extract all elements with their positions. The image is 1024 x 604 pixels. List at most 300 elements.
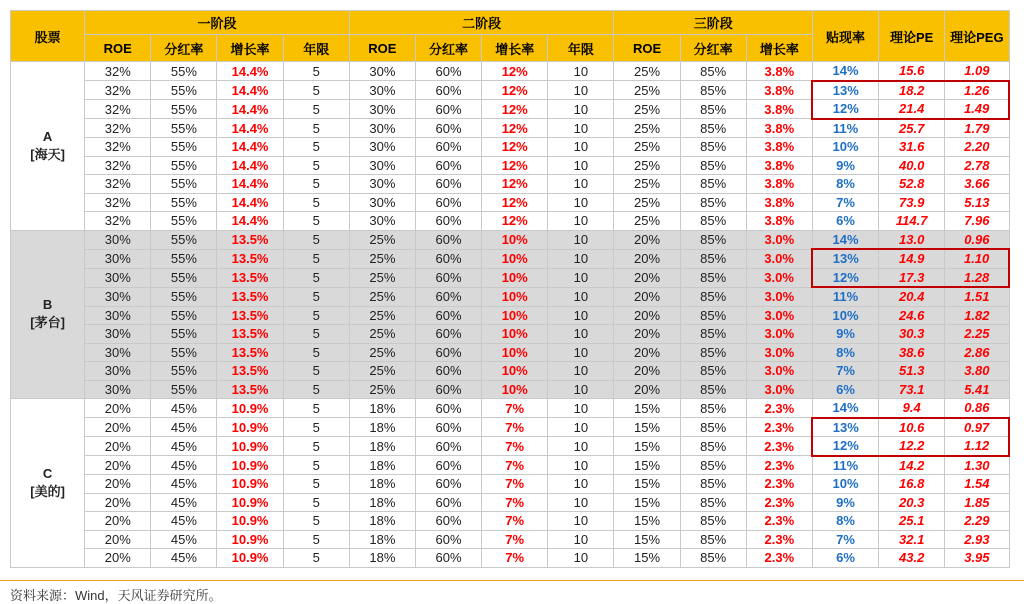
- s3-payout-cell: 85%: [680, 475, 746, 494]
- s3-roe-cell: 15%: [614, 493, 680, 512]
- s1-roe-cell: 32%: [85, 81, 151, 100]
- s1-payout-cell: 55%: [151, 249, 217, 268]
- s1-roe-cell: 32%: [85, 212, 151, 231]
- s3-growth-cell: 3.8%: [746, 175, 812, 194]
- s3-roe-cell: 15%: [614, 456, 680, 475]
- s3-roe-cell: 20%: [614, 230, 680, 249]
- s1-growth-cell: 14.4%: [217, 175, 283, 194]
- s3-growth-cell: 2.3%: [746, 437, 812, 456]
- s3-payout-cell: 85%: [680, 193, 746, 212]
- s2-growth-cell: 7%: [482, 418, 548, 437]
- s2-payout-cell: 60%: [415, 62, 481, 81]
- stock-letter: B: [42, 297, 53, 313]
- s2-years-cell: 10: [548, 212, 614, 231]
- s2-payout-cell: 60%: [415, 512, 481, 531]
- s3-growth-cell: 3.0%: [746, 268, 812, 287]
- s1-growth-cell: 10.9%: [217, 437, 283, 456]
- s1-years-cell: 5: [283, 100, 349, 119]
- s2-payout-cell: 60%: [415, 138, 481, 157]
- table-row: [11, 156, 1010, 175]
- s1-payout-cell: 55%: [151, 138, 217, 157]
- s2-roe-cell: 18%: [349, 456, 415, 475]
- theoretical-pe-cell: 14.9: [879, 249, 945, 268]
- s2-growth-cell: 7%: [482, 512, 548, 531]
- s1-growth-cell: 13.5%: [217, 362, 283, 381]
- discount-rate-cell: 6%: [812, 380, 878, 399]
- s2-growth-cell: 10%: [482, 306, 548, 325]
- header-theoretical-peg: 理论PEG: [945, 11, 1009, 62]
- s2-years-cell: 10: [548, 362, 614, 381]
- theoretical-pe-cell: 52.8: [879, 175, 945, 194]
- stock-label: [11, 62, 85, 231]
- s2-roe-cell: 30%: [349, 156, 415, 175]
- discount-rate-cell: 14%: [812, 62, 878, 81]
- s2-payout-cell: 60%: [415, 475, 481, 494]
- s1-payout-cell: 45%: [151, 399, 217, 418]
- theoretical-pe-cell: 43.2: [879, 549, 945, 568]
- s1-roe-cell: 20%: [85, 475, 151, 494]
- s3-payout-cell: 85%: [680, 380, 746, 399]
- discount-rate-cell: 13%: [812, 81, 878, 100]
- table-row: [11, 81, 1010, 100]
- s1-roe-cell: 32%: [85, 156, 151, 175]
- theoretical-pe-cell: 51.3: [879, 362, 945, 381]
- s3-growth-cell: 2.3%: [746, 530, 812, 549]
- discount-rate-cell: 13%: [812, 418, 878, 437]
- s2-payout-cell: 60%: [415, 81, 481, 100]
- s3-payout-cell: 85%: [680, 62, 746, 81]
- s1-roe-cell: 20%: [85, 418, 151, 437]
- s1-growth-cell: 10.9%: [217, 512, 283, 531]
- theoretical-peg-cell: 1.49: [945, 100, 1009, 119]
- discount-rate-cell: 10%: [812, 138, 878, 157]
- s2-roe-cell: 25%: [349, 230, 415, 249]
- s1-growth-cell: 10.9%: [217, 418, 283, 437]
- s1-payout-cell: 55%: [151, 306, 217, 325]
- s2-years-cell: 10: [548, 325, 614, 344]
- discount-rate-cell: 8%: [812, 343, 878, 362]
- discount-rate-cell: 11%: [812, 287, 878, 306]
- theoretical-pe-cell: 38.6: [879, 343, 945, 362]
- s1-years-cell: 5: [283, 268, 349, 287]
- s2-roe-cell: 18%: [349, 437, 415, 456]
- s3-payout-cell: 85%: [680, 493, 746, 512]
- s1-payout-cell: 45%: [151, 512, 217, 531]
- s2-roe-cell: 18%: [349, 475, 415, 494]
- discount-rate-cell: 11%: [812, 456, 878, 475]
- theoretical-peg-cell: 1.28: [945, 268, 1009, 287]
- s1-roe-cell: 30%: [85, 268, 151, 287]
- s1-roe-cell: 30%: [85, 306, 151, 325]
- s2-growth-cell: 7%: [482, 456, 548, 475]
- theoretical-peg-cell: 3.95: [945, 549, 1009, 568]
- s3-payout-cell: 85%: [680, 156, 746, 175]
- stock-letter: C: [42, 465, 53, 481]
- header-s2-growth: 增长率: [482, 35, 548, 62]
- s1-payout-cell: 55%: [151, 62, 217, 81]
- s2-years-cell: 10: [548, 138, 614, 157]
- s3-roe-cell: 20%: [614, 343, 680, 362]
- table-row: [11, 100, 1010, 119]
- s2-growth-cell: 10%: [482, 268, 548, 287]
- discount-rate-cell: 9%: [812, 325, 878, 344]
- s1-roe-cell: 32%: [85, 175, 151, 194]
- s3-payout-cell: 85%: [680, 306, 746, 325]
- s2-roe-cell: 30%: [349, 119, 415, 138]
- s1-years-cell: 5: [283, 175, 349, 194]
- theoretical-peg-cell: 0.86: [945, 399, 1009, 418]
- s1-growth-cell: 13.5%: [217, 343, 283, 362]
- s3-payout-cell: 85%: [680, 287, 746, 306]
- s2-years-cell: 10: [548, 418, 614, 437]
- s2-growth-cell: 10%: [482, 249, 548, 268]
- s1-years-cell: 5: [283, 193, 349, 212]
- s3-growth-cell: 3.0%: [746, 380, 812, 399]
- discount-rate-cell: 6%: [812, 549, 878, 568]
- s2-payout-cell: 60%: [415, 549, 481, 568]
- s2-roe-cell: 30%: [349, 175, 415, 194]
- s3-payout-cell: 85%: [680, 437, 746, 456]
- theoretical-peg-cell: 5.13: [945, 193, 1009, 212]
- theoretical-pe-cell: 24.6: [879, 306, 945, 325]
- s1-payout-cell: 45%: [151, 475, 217, 494]
- table-row: [11, 530, 1010, 549]
- s1-growth-cell: 14.4%: [217, 156, 283, 175]
- s2-payout-cell: 60%: [415, 175, 481, 194]
- s2-roe-cell: 25%: [349, 287, 415, 306]
- s2-roe-cell: 18%: [349, 418, 415, 437]
- s3-payout-cell: 85%: [680, 249, 746, 268]
- stock-letter: A: [42, 128, 53, 144]
- s1-years-cell: 5: [283, 475, 349, 494]
- discount-rate-cell: 10%: [812, 475, 878, 494]
- source-note: 资料来源：Wind，天风证券研究所。: [10, 588, 222, 603]
- s2-growth-cell: 12%: [482, 100, 548, 119]
- s1-growth-cell: 13.5%: [217, 249, 283, 268]
- s2-years-cell: 10: [548, 530, 614, 549]
- s2-roe-cell: 30%: [349, 81, 415, 100]
- s2-growth-cell: 10%: [482, 343, 548, 362]
- s2-years-cell: 10: [548, 81, 614, 100]
- discount-rate-cell: 6%: [812, 212, 878, 231]
- s1-years-cell: 5: [283, 62, 349, 81]
- s1-roe-cell: 20%: [85, 549, 151, 568]
- s1-roe-cell: 20%: [85, 456, 151, 475]
- s2-growth-cell: 12%: [482, 212, 548, 231]
- s3-growth-cell: 3.0%: [746, 362, 812, 381]
- s3-payout-cell: 85%: [680, 456, 746, 475]
- discount-rate-cell: 8%: [812, 175, 878, 194]
- s2-growth-cell: 10%: [482, 230, 548, 249]
- s3-payout-cell: 85%: [680, 399, 746, 418]
- s1-payout-cell: 55%: [151, 362, 217, 381]
- s1-payout-cell: 55%: [151, 380, 217, 399]
- s3-roe-cell: 25%: [614, 212, 680, 231]
- s1-growth-cell: 10.9%: [217, 493, 283, 512]
- s1-years-cell: 5: [283, 493, 349, 512]
- s3-growth-cell: 3.0%: [746, 306, 812, 325]
- theoretical-peg-cell: 1.09: [945, 62, 1009, 81]
- s1-years-cell: 5: [283, 418, 349, 437]
- s2-years-cell: 10: [548, 175, 614, 194]
- s1-growth-cell: 10.9%: [217, 475, 283, 494]
- s1-years-cell: 5: [283, 380, 349, 399]
- s2-payout-cell: 60%: [415, 437, 481, 456]
- theoretical-pe-cell: 9.4: [879, 399, 945, 418]
- discount-rate-cell: 8%: [812, 512, 878, 531]
- s2-roe-cell: 25%: [349, 380, 415, 399]
- s1-roe-cell: 32%: [85, 62, 151, 81]
- table-row: [11, 175, 1010, 194]
- s3-growth-cell: 3.0%: [746, 230, 812, 249]
- table-row: [11, 249, 1010, 268]
- s2-roe-cell: 30%: [349, 100, 415, 119]
- theoretical-pe-cell: 17.3: [879, 268, 945, 287]
- theoretical-peg-cell: 2.29: [945, 512, 1009, 531]
- s2-years-cell: 10: [548, 456, 614, 475]
- table-row: [11, 456, 1010, 475]
- theoretical-pe-cell: 73.1: [879, 380, 945, 399]
- s1-years-cell: 5: [283, 249, 349, 268]
- theoretical-pe-cell: 73.9: [879, 193, 945, 212]
- s1-years-cell: 5: [283, 362, 349, 381]
- s1-payout-cell: 55%: [151, 119, 217, 138]
- s3-growth-cell: 2.3%: [746, 399, 812, 418]
- s3-payout-cell: 85%: [680, 343, 746, 362]
- s1-roe-cell: 32%: [85, 138, 151, 157]
- theoretical-pe-cell: 13.0: [879, 230, 945, 249]
- s2-payout-cell: 60%: [415, 493, 481, 512]
- s1-years-cell: 5: [283, 138, 349, 157]
- theoretical-pe-cell: 25.7: [879, 119, 945, 138]
- s3-growth-cell: 3.8%: [746, 81, 812, 100]
- s3-roe-cell: 15%: [614, 512, 680, 531]
- s1-growth-cell: 14.4%: [217, 119, 283, 138]
- s1-growth-cell: 10.9%: [217, 456, 283, 475]
- s1-growth-cell: 14.4%: [217, 81, 283, 100]
- s1-roe-cell: 30%: [85, 287, 151, 306]
- s1-payout-cell: 55%: [151, 193, 217, 212]
- s3-growth-cell: 2.3%: [746, 512, 812, 531]
- theoretical-pe-cell: 40.0: [879, 156, 945, 175]
- theoretical-peg-cell: 1.26: [945, 81, 1009, 100]
- theoretical-peg-cell: 1.30: [945, 456, 1009, 475]
- s3-growth-cell: 3.0%: [746, 249, 812, 268]
- s2-payout-cell: 60%: [415, 362, 481, 381]
- s3-roe-cell: 20%: [614, 287, 680, 306]
- s2-years-cell: 10: [548, 119, 614, 138]
- s2-payout-cell: 60%: [415, 193, 481, 212]
- s1-years-cell: 5: [283, 549, 349, 568]
- s3-growth-cell: 2.3%: [746, 549, 812, 568]
- s3-roe-cell: 25%: [614, 193, 680, 212]
- discount-rate-cell: 7%: [812, 193, 878, 212]
- header-s2-payout: 分红率: [415, 35, 481, 62]
- s3-growth-cell: 2.3%: [746, 493, 812, 512]
- s2-roe-cell: 25%: [349, 306, 415, 325]
- s1-payout-cell: 55%: [151, 212, 217, 231]
- theoretical-peg-cell: 2.25: [945, 325, 1009, 344]
- s3-growth-cell: 3.0%: [746, 325, 812, 344]
- header-stock: 股票: [11, 11, 85, 62]
- table-row: [11, 138, 1010, 157]
- table-row: [11, 119, 1010, 138]
- s3-payout-cell: 85%: [680, 212, 746, 231]
- table-row: [11, 512, 1010, 531]
- s3-payout-cell: 85%: [680, 100, 746, 119]
- s1-growth-cell: 10.9%: [217, 549, 283, 568]
- s3-roe-cell: 20%: [614, 362, 680, 381]
- s2-growth-cell: 7%: [482, 475, 548, 494]
- s2-growth-cell: 12%: [482, 175, 548, 194]
- theoretical-pe-cell: 25.1: [879, 512, 945, 531]
- s1-payout-cell: 55%: [151, 175, 217, 194]
- s3-growth-cell: 3.0%: [746, 343, 812, 362]
- s2-roe-cell: 30%: [349, 212, 415, 231]
- s2-payout-cell: 60%: [415, 325, 481, 344]
- s2-growth-cell: 12%: [482, 138, 548, 157]
- s1-years-cell: 5: [283, 437, 349, 456]
- s2-payout-cell: 60%: [415, 530, 481, 549]
- s1-growth-cell: 14.4%: [217, 100, 283, 119]
- table-row: [11, 362, 1010, 381]
- s2-growth-cell: 12%: [482, 81, 548, 100]
- s3-roe-cell: 15%: [614, 418, 680, 437]
- s2-payout-cell: 60%: [415, 306, 481, 325]
- s2-years-cell: 10: [548, 249, 614, 268]
- s1-growth-cell: 14.4%: [217, 193, 283, 212]
- theoretical-peg-cell: 2.86: [945, 343, 1009, 362]
- s3-payout-cell: 85%: [680, 230, 746, 249]
- s3-growth-cell: 3.8%: [746, 100, 812, 119]
- s1-payout-cell: 55%: [151, 100, 217, 119]
- theoretical-pe-cell: 32.1: [879, 530, 945, 549]
- s1-growth-cell: 13.5%: [217, 380, 283, 399]
- s2-years-cell: 10: [548, 156, 614, 175]
- s1-payout-cell: 55%: [151, 230, 217, 249]
- valuation-table: [10, 10, 1010, 568]
- s3-payout-cell: 85%: [680, 325, 746, 344]
- s1-growth-cell: 13.5%: [217, 230, 283, 249]
- s1-years-cell: 5: [283, 399, 349, 418]
- s1-payout-cell: 55%: [151, 325, 217, 344]
- s1-years-cell: 5: [283, 306, 349, 325]
- discount-rate-cell: 14%: [812, 399, 878, 418]
- theoretical-pe-cell: 16.8: [879, 475, 945, 494]
- s2-roe-cell: 18%: [349, 512, 415, 531]
- stock-name: [海天]: [30, 146, 65, 162]
- s2-roe-cell: 18%: [349, 530, 415, 549]
- header-s1-roe: ROE: [85, 35, 151, 62]
- theoretical-pe-cell: 20.3: [879, 493, 945, 512]
- discount-rate-cell: 9%: [812, 493, 878, 512]
- table-row: [11, 549, 1010, 568]
- table-row: [11, 343, 1010, 362]
- discount-rate-cell: 10%: [812, 306, 878, 325]
- s2-growth-cell: 12%: [482, 156, 548, 175]
- valuation-table-container: [10, 10, 1010, 568]
- s2-growth-cell: 7%: [482, 437, 548, 456]
- s1-roe-cell: 20%: [85, 437, 151, 456]
- table-row: [11, 287, 1010, 306]
- s2-years-cell: 10: [548, 549, 614, 568]
- s3-roe-cell: 20%: [614, 249, 680, 268]
- table-row: [11, 306, 1010, 325]
- theoretical-pe-cell: 12.2: [879, 437, 945, 456]
- s3-payout-cell: 85%: [680, 549, 746, 568]
- s2-roe-cell: 30%: [349, 193, 415, 212]
- s1-growth-cell: 14.4%: [217, 138, 283, 157]
- s1-payout-cell: 45%: [151, 456, 217, 475]
- table-row: [11, 193, 1010, 212]
- s2-payout-cell: 60%: [415, 100, 481, 119]
- table-row: [11, 62, 1010, 81]
- s2-growth-cell: 7%: [482, 549, 548, 568]
- s1-roe-cell: 30%: [85, 362, 151, 381]
- s3-roe-cell: 25%: [614, 81, 680, 100]
- theoretical-peg-cell: 1.51: [945, 287, 1009, 306]
- s1-years-cell: 5: [283, 456, 349, 475]
- s3-roe-cell: 25%: [614, 62, 680, 81]
- s3-payout-cell: 85%: [680, 418, 746, 437]
- s2-roe-cell: 25%: [349, 362, 415, 381]
- s3-roe-cell: 20%: [614, 325, 680, 344]
- s1-payout-cell: 55%: [151, 287, 217, 306]
- theoretical-peg-cell: 0.96: [945, 230, 1009, 249]
- table-row: [11, 399, 1010, 418]
- footer-divider: [0, 580, 1024, 581]
- stock-name: [茅台]: [30, 315, 65, 331]
- s1-years-cell: 5: [283, 530, 349, 549]
- table-row: [11, 418, 1010, 437]
- s1-years-cell: 5: [283, 81, 349, 100]
- discount-rate-cell: 12%: [812, 437, 878, 456]
- theoretical-pe-cell: 18.2: [879, 81, 945, 100]
- s3-growth-cell: 3.8%: [746, 138, 812, 157]
- s2-years-cell: 10: [548, 287, 614, 306]
- discount-rate-cell: 12%: [812, 100, 878, 119]
- s3-roe-cell: 15%: [614, 475, 680, 494]
- s2-years-cell: 10: [548, 493, 614, 512]
- stock-label: [11, 399, 85, 568]
- s1-growth-cell: 13.5%: [217, 287, 283, 306]
- s2-payout-cell: 60%: [415, 287, 481, 306]
- table-row: [11, 212, 1010, 231]
- s1-roe-cell: 30%: [85, 325, 151, 344]
- s2-years-cell: 10: [548, 437, 614, 456]
- s3-payout-cell: 85%: [680, 175, 746, 194]
- theoretical-peg-cell: 1.79: [945, 119, 1009, 138]
- s1-roe-cell: 30%: [85, 249, 151, 268]
- s1-payout-cell: 55%: [151, 156, 217, 175]
- theoretical-pe-cell: 31.6: [879, 138, 945, 157]
- s3-roe-cell: 25%: [614, 156, 680, 175]
- s1-growth-cell: 13.5%: [217, 268, 283, 287]
- s2-growth-cell: 12%: [482, 193, 548, 212]
- s2-years-cell: 10: [548, 343, 614, 362]
- s2-years-cell: 10: [548, 475, 614, 494]
- theoretical-peg-cell: 3.80: [945, 362, 1009, 381]
- s3-growth-cell: 2.3%: [746, 418, 812, 437]
- s2-payout-cell: 60%: [415, 156, 481, 175]
- header-s3-growth: 增长率: [746, 35, 812, 62]
- s2-roe-cell: 25%: [349, 268, 415, 287]
- discount-rate-cell: 7%: [812, 362, 878, 381]
- s2-roe-cell: 18%: [349, 549, 415, 568]
- s1-roe-cell: 20%: [85, 512, 151, 531]
- s2-payout-cell: 60%: [415, 230, 481, 249]
- table-row: [11, 475, 1010, 494]
